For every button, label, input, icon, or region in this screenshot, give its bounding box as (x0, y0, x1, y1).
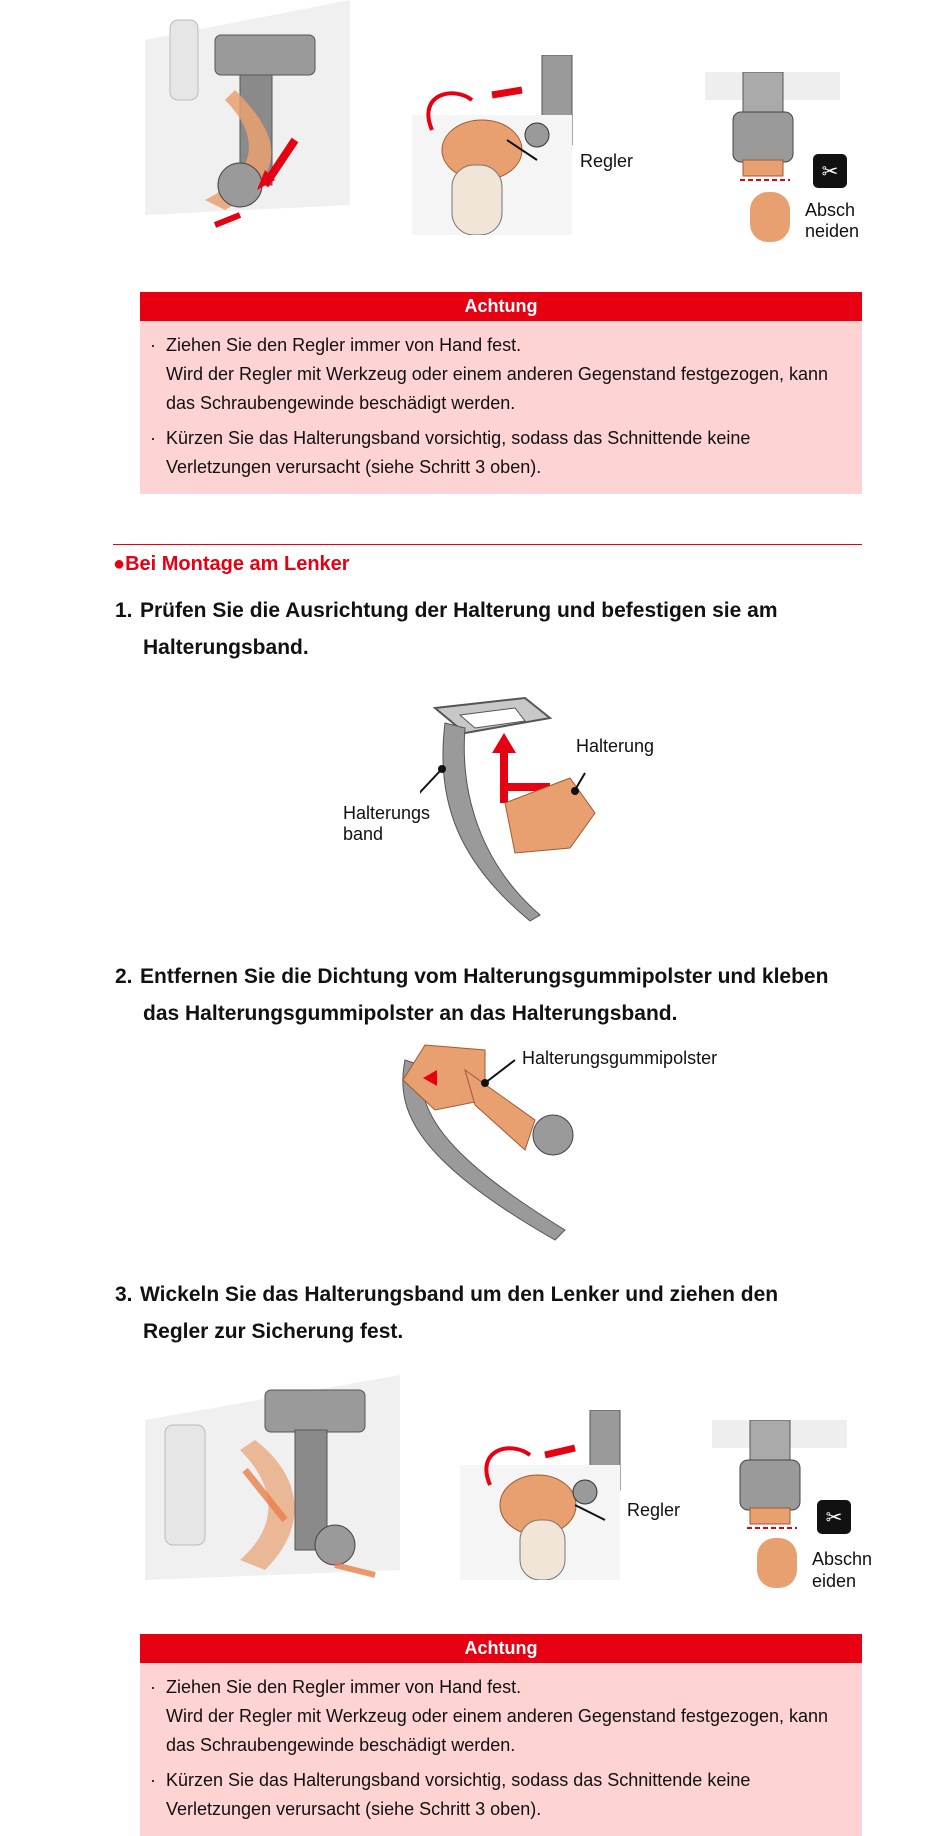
step3-regler-label: Regler (627, 1500, 681, 1520)
step3-bracket-illustration (145, 1370, 405, 1582)
halterungsband-label-2: band (343, 824, 384, 844)
warning-item: · Ziehen Sie den Regler immer von Hand fest. Wird der Regler mit Werkzeug oder einem anderen Gegenstand festgezogen, kann das Schraubengewinde beschädigt werden. (150, 335, 829, 413)
warning-item: · Ziehen Sie den Regler immer von Hand fest. Wird der Regler mit Werkzeug oder einem anderen Gegenstand festgezogen, kann das Schraubengewinde beschädigt werden. (150, 1677, 829, 1755)
section-title: ●Bei Montage am Lenker (113, 553, 350, 575)
step1-illustration (420, 693, 620, 928)
warning-box-top (140, 292, 862, 494)
svg-text:✂: ✂ (821, 159, 839, 183)
step3-cut-label-2: eiden (812, 1571, 857, 1591)
top-cut-label-1: Absch (805, 200, 856, 220)
step2-illustration (395, 1040, 595, 1245)
warning-body (140, 321, 862, 494)
step-1: 1. Prüfen Sie die Ausrichtung der Halterung und befestigen sie am Halterungsband. (115, 599, 778, 659)
top-regler-label: Regler (580, 151, 634, 171)
section-divider (113, 544, 862, 545)
halterungsgummipolster-label: Halterungsgummipolster (522, 1048, 718, 1068)
halterungsband-label-1: Halterungs (343, 803, 431, 823)
warning-box-bottom (140, 1634, 862, 1836)
top-cut-label-2: neiden (805, 221, 860, 241)
step-3: 3. Wickeln Sie das Halterungsband um den Lenker und ziehen den Regler zur Sicherung fest. (115, 1283, 779, 1343)
warning-title: Achtung (140, 1634, 862, 1663)
warning-item: · Kürzen Sie das Halterungsband vorsichtig, sodass das Schnittende keine Verletzungen verursacht (siehe Schritt 3 oben). (150, 1770, 751, 1819)
warning-body (140, 1663, 862, 1836)
top-regler-illustration (412, 55, 592, 235)
warning-item: · Kürzen Sie das Halterungsband vorsichtig, sodass das Schnittende keine Verletzungen verursacht (siehe Schritt 3 oben). (150, 428, 751, 477)
top-bracket-illustration (145, 0, 355, 235)
warning-title: Achtung (140, 292, 862, 321)
step3-regler-illustration (460, 1410, 640, 1580)
step-2: 2. Entfernen Sie die Dichtung vom Halterungsgummipolster und kleben das Halterungsgummipolster an das Halterungsband. (115, 965, 829, 1025)
halterung-label: Halterung (576, 736, 655, 756)
svg-text:✂: ✂ (825, 1505, 843, 1529)
step3-cut-label-1: Abschn (812, 1549, 873, 1569)
